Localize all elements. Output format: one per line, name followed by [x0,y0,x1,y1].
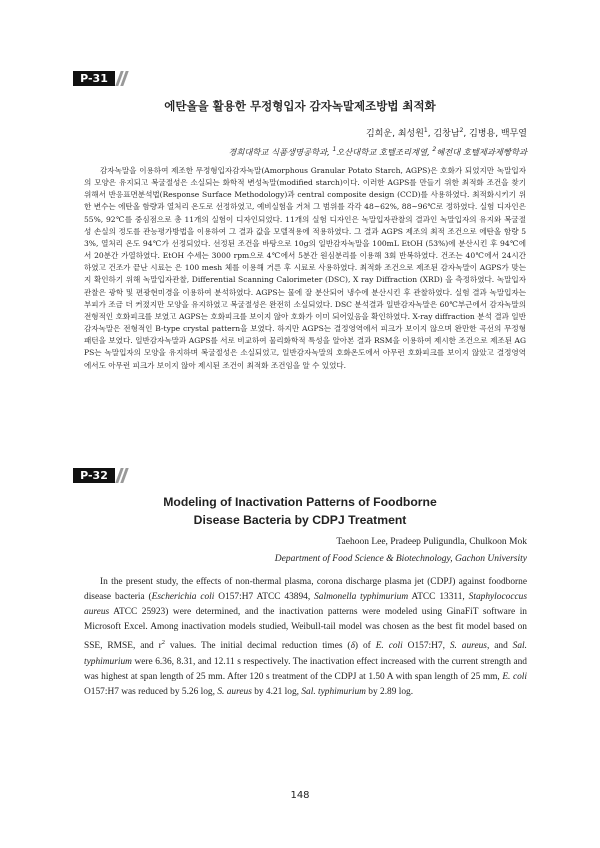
abstract2-affiliation: Department of Food Science & Biotechnology, Gachon University [274,554,527,564]
abstract2-body: In the present study, the effects of non-thermal plasma, corona discharge plasma jet (CDPJ) against foodborne disease bacteria (Escherichia coli O157:H7 ATCC 43894, Salmonella typhimurium ATCC 13311, Staphylococcus aureus ATCC 25923) were determined, and the inactivation patterns were modeled using GinaFiT software in Microsoft Excel. Among inactivation models studied, Weibull-tail model was chosen as the best fit model based on SSE, RMSE, and $r^2$ values. The initial decimal reduction times (δ) of E. coli O157:H7, S. aureus, and Sal. typhimurium were 6.36, 8.31, and 12.11 s respectively. The inactivation effect increased with the current strength and was highest at span length of 25 mm. After 120 s treatment of the CDPJ at 1.50 A with span length of 25 mm, E. coli O157:H7 was reduced by 5.26 log, S. aureus by 4.21 log, Sal. typhimurium by 2.89 log. [84,577,527,697]
abstract1-affiliation: 경희대학교 식품생명공학과, $^1$오산대학교 호텔조리계열, $^2$혜전대 호텔제과제빵학과 [228,146,527,157]
abstract2-authors: Taehoon Lee, Pradeep Puligundla, Chulkoon Mok [336,537,527,547]
page-number: 148 [290,790,310,801]
abstract2-title-line1: Modeling of Inactivation Patterns of Foodborne [163,495,437,509]
abstract-tag-p32: P-32 [73,468,115,483]
abstract2-title [0,493,600,529]
abstract1-title: 에탄올을 활용한 무정형입자 감자녹말제조방법 최적화 [164,99,436,113]
abstract-tag-p31: P-31 [73,71,115,86]
abstract2-title-line2: Disease Bacteria by CDPJ Treatment [193,513,407,527]
abstract1-authors: 김희운, 최성원$^1$, 김창남$^2$, 김병용, 백무열 [366,127,527,139]
abstract1-body: 감자녹말을 이용하여 제조한 무정형입자감자녹말(Amorphous Granular Potato Starch, AGPS)은 호화가 되었지만 녹말입자의 모양은 유지되고 복굴절성은 소실되는 화학적 변성녹말(modified starch)이다. 이러한 AGPS를 만들기 위한 최적화 조건을 찾기 위해서 반응표면분석법(Response Surface Methodology)과 central composite design (CCD)를 사용하였다. 최적화시키기 위한 변수는 에탄올 함량과 열처리 온도로 선정하였고, 예비실험을 거쳐 그 범위를 각각 48~62%, 88~96℃로 정하였다. 실험 디자인은 55%, 92℃를 중심점으로 총 11개의 실험이 디자인되었다. 11개의 실험 디자인은 녹말입자관찰의 결과인 녹말입자의 유지와 복굴절성 손실의 정도를 관능평가방법을 이용하여 그 결과 값을 모델적용에 적용하였다. 그 결과 AGPS 제조의 최적 조건으로 에탄올 함량 53%, 열처리 온도 94℃가 선정되었다. 선정된 조건을 바탕으로 10g의 일반감자녹말을 100mL EtOH (53%)에 분산시킨 후 94℃에서 20분간 가열하였다. EtOH 수세는 3000 rpm으로 4℃에서 5분간 원심분리를 이용해 3회 반복하였다. 건조는 40℃에서 24시간 하였고 건조가 끝난 시료는 은 100 mesh 체를 이용해 거른 후 시료로 사용하였다. 최적화 조건으로 제조된 감자녹말이 AGPS가 맞는지 확인하기 위해 녹말입자관찰, Differential Scanning Calorimeter (DSC), X ray Diffraction (XRD) 을 측정하였다. 녹말입자관찰은 광학 및 편광현미경을 이용하여 분석하였다. AGPS는 물에 잘 분산되어 냉수에 분산시킨 후 관찰하였다. 실험 결과 녹말입자는 부피가 조금 더 커졌지만 모양을 유지하였고 복굴절성은 완전히 소실되었다. DSC 분석결과 일반감자녹말은 60℃부근에서 감자녹말의 전형적인 호화피크를 보였고 AGPS는 호화피크를 보이지 않아 호화가 이미 되어있음을 확인하였다. X-ray diffraction 분석 결과 일반감자녹말은 전형적인 B-type crystal pattern을 보였다. 하지만 AGPS는 결정영역에서 피크가 보이지 않으며 완만한 곡선의 무정형 패턴을 보였다. 일반감자녹말과 AGPS를 서로 비교하여 물리화학적 특성을 알아본 결과 RSM을 이용하여 제시한 조건으로 제조된 AGPS는 녹말입자의 모양을 유지하며 복굴절성은 소실되었고, 일반감자녹말의 호화온도에서 아무런 호화피크를 보이지 않았고 결정영역에서도 아무런 피크가 보이지 않아 제시된 조건이 최적화 조건임을 알 수 있었다. [84,166,526,370]
